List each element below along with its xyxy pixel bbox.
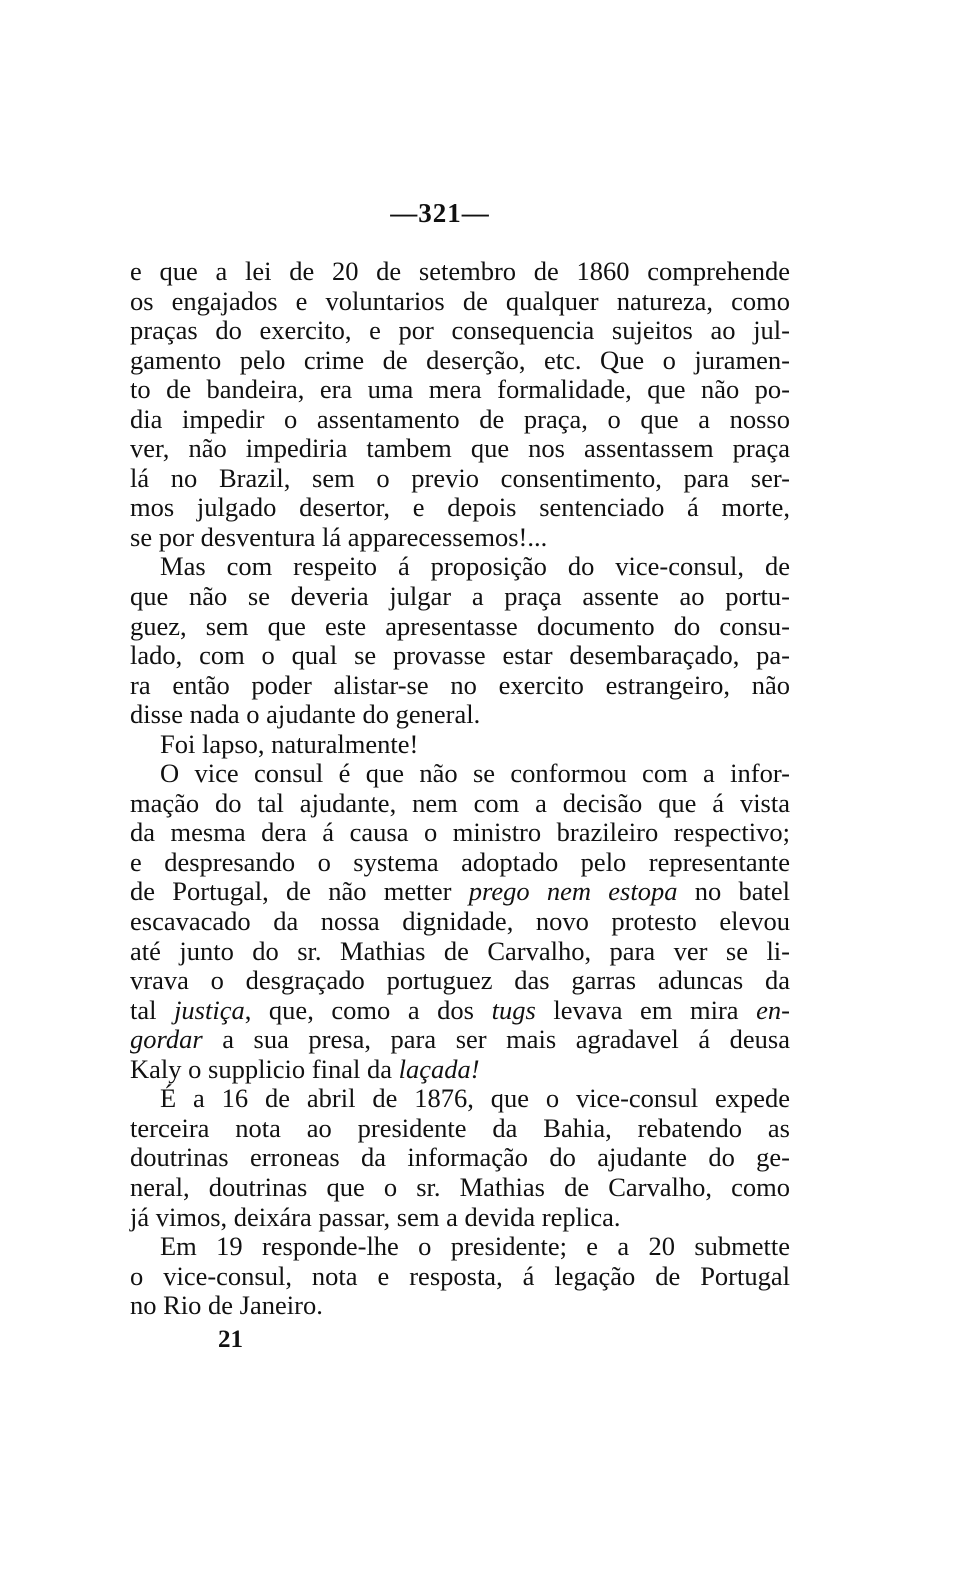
text-segment: É a 16 de abril de 1876, que o vice-consul expede (160, 1083, 790, 1114)
text-segment: Mas com respeito á proposição do vice-consul, de (160, 551, 790, 582)
text-line (130, 1055, 790, 1085)
text-line (130, 671, 790, 701)
text-line (130, 1084, 790, 1114)
text-line (130, 1173, 790, 1203)
text-line (130, 287, 790, 317)
text-line (130, 789, 790, 819)
text-segment: no Rio de Janeiro. (130, 1290, 323, 1321)
text-line (130, 937, 790, 967)
text-segment: de Portugal, de não metter (130, 876, 469, 907)
text-segment: levava em mira (535, 994, 757, 1025)
text-segment: ra então poder alistar-se no exercito estrangeiro, não (130, 669, 790, 700)
text-line (130, 552, 790, 582)
text-segment: os engajados e voluntarios de qualquer natureza, como (130, 285, 790, 316)
text-segment: Em 19 responde-lhe o presidente; e a 20 submette (160, 1231, 790, 1262)
text-segment: Kaly o supplicio final da (130, 1053, 399, 1084)
text-segment: até junto do sr. Mathias de Carvalho, para ver se li- (130, 935, 790, 966)
italic-text: prego nem estopa (468, 876, 678, 907)
text-line (130, 1291, 790, 1321)
text-line (130, 257, 790, 287)
italic-text: tugs (491, 994, 536, 1025)
text-line (130, 996, 790, 1026)
text-line (130, 877, 790, 907)
text-segment: guez, sem que este apresentasse documento do consu- (130, 610, 790, 641)
text-line (130, 1114, 790, 1144)
text-line (130, 464, 790, 494)
text-line (130, 1203, 790, 1233)
text-line (130, 523, 790, 553)
text-segment: no batel (677, 876, 790, 907)
italic-text: laçada! (398, 1053, 480, 1084)
text-line (130, 700, 790, 730)
text-segment: lá no Brazil, sem o previo consentimento, para ser- (130, 462, 790, 493)
body-text (130, 257, 790, 1321)
text-segment: to de bandeira, era uma mera formalidade, que não po- (130, 374, 790, 405)
text-segment: da mesma dera á causa o ministro brazileiro respectivo; (130, 817, 790, 848)
text-segment: mação do tal ajudante, nem com a decisão que á vista (130, 787, 790, 818)
text-line (130, 1232, 790, 1262)
text-line (130, 405, 790, 435)
text-segment: gamento pelo crime de deserção, etc. Que o juramen- (130, 344, 790, 375)
page-number: —321— (390, 198, 490, 228)
text-line (130, 493, 790, 523)
italic-text: justiça (174, 994, 245, 1025)
text-segment: vrava o desgraçado portuguez das garras aduncas da (130, 965, 790, 996)
text-segment: neral, doutrinas que o sr. Mathias de Carvalho, como (130, 1171, 790, 1202)
text-line (130, 966, 790, 996)
italic-text: gordar (130, 1024, 203, 1055)
text-line (130, 316, 790, 346)
text-segment: e despresando o systema adoptado pelo representante (130, 846, 790, 877)
text-line (130, 730, 790, 760)
signature-mark: 21 (218, 1326, 243, 1353)
text-segment: , que, como a dos (244, 994, 492, 1025)
text-line (130, 1143, 790, 1173)
text-segment: já vimos, deixára passar, sem a devida replica. (130, 1201, 621, 1232)
text-segment: e que a lei de 20 de setembro de 1860 comprehende (130, 256, 790, 286)
text-line (130, 759, 790, 789)
text-line (130, 818, 790, 848)
text-segment: ver, não impediria tambem que nos assentassem praça (130, 433, 790, 464)
text-segment: a sua presa, para ser mais agradavel á deusa (202, 1024, 790, 1055)
italic-text: en- (756, 994, 790, 1025)
text-segment: se por desventura lá apparecessemos!... (130, 521, 548, 552)
text-segment: o vice-consul, nota e resposta, á legação de Portugal (130, 1260, 790, 1291)
text-line (130, 848, 790, 878)
text-segment: doutrinas erroneas da informação do ajudante do ge- (130, 1142, 790, 1173)
text-segment: O vice consul é que não se conformou com a infor- (160, 758, 790, 789)
text-segment: tal (130, 994, 175, 1025)
text-line (130, 1262, 790, 1292)
text-line (130, 612, 790, 642)
text-segment: Foi lapso, naturalmente! (160, 728, 419, 759)
text-line (130, 907, 790, 937)
text-segment: disse nada o ajudante do general. (130, 699, 481, 730)
text-segment: terceira nota ao presidente da Bahia, rebatendo as (130, 1112, 790, 1143)
text-line (130, 582, 790, 612)
text-line (130, 434, 790, 464)
text-segment: que não se deveria julgar a praça assente ao portu- (130, 581, 790, 612)
text-line (130, 346, 790, 376)
text-segment: praças do exercito, e por consequencia sujeitos ao jul- (130, 315, 790, 346)
text-segment: mos julgado desertor, e depois sentenciado á morte, (130, 492, 790, 523)
text-line (130, 1025, 790, 1055)
text-segment: lado, com o qual se provasse estar desembaraçado, pa- (130, 640, 790, 671)
text-segment: dia impedir o assentamento de praça, o que a nosso (130, 403, 790, 434)
text-line (130, 641, 790, 671)
text-line (130, 375, 790, 405)
text-segment: escavacado da nossa dignidade, novo protesto elevou (130, 906, 790, 937)
